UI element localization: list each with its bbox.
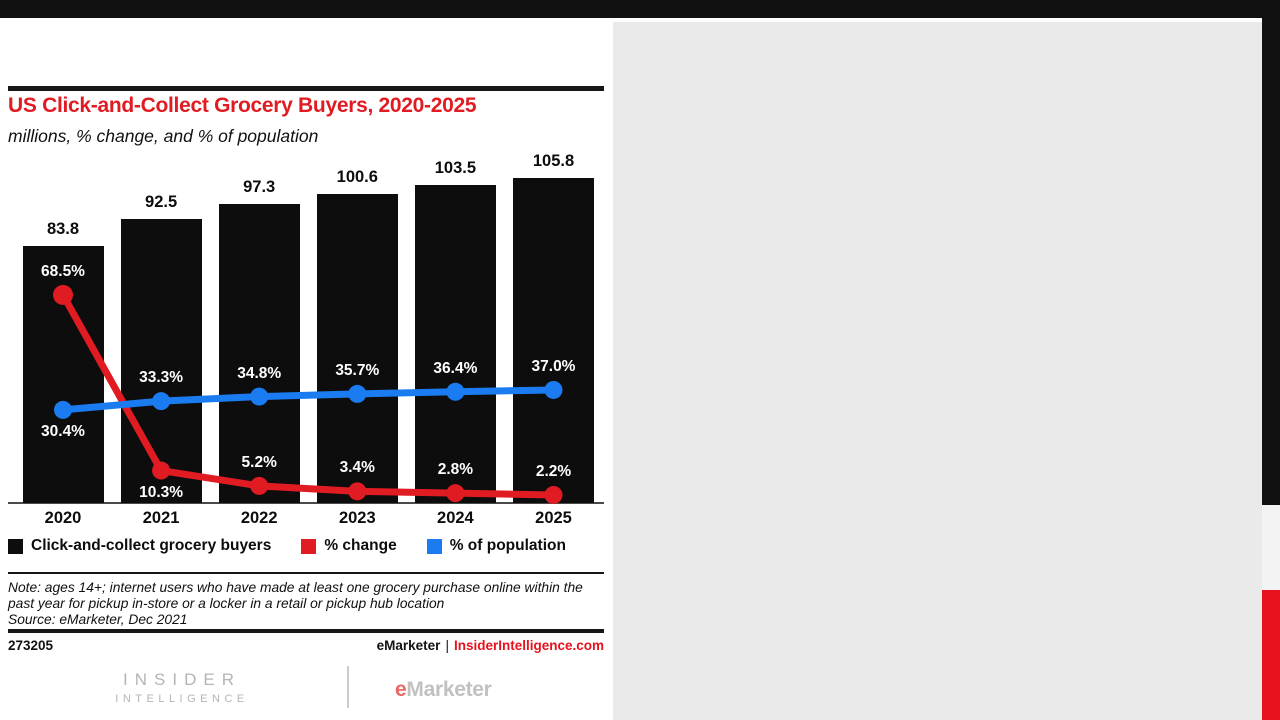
chart-footer bbox=[8, 638, 604, 653]
footer-separator: | bbox=[445, 638, 449, 653]
emarketer-footer-brand: eMarketer bbox=[376, 638, 441, 653]
edge-accent-black bbox=[1262, 0, 1280, 505]
divider bbox=[8, 629, 604, 633]
legend-label: Click-and-collect grocery buyers bbox=[31, 537, 272, 554]
legend-label: % of population bbox=[449, 537, 566, 554]
legend-swatch bbox=[427, 539, 442, 554]
top-black-bar bbox=[0, 0, 1280, 18]
chart-source: Source: eMarketer, Dec 2021 bbox=[8, 612, 188, 627]
chart-id: 273205 bbox=[8, 638, 54, 653]
chart-subtitle: millions, % change, and % of population bbox=[8, 126, 319, 146]
pct-label-68.5%: 68.5% bbox=[41, 262, 85, 280]
emarketer-logo-rest: Marketer bbox=[406, 678, 492, 701]
pct-label-30.4%: 30.4% bbox=[41, 422, 85, 440]
x-axis-label-2022: 2022 bbox=[240, 509, 278, 527]
x-axis-label-2025: 2025 bbox=[535, 509, 572, 527]
emarketer-logo bbox=[395, 678, 492, 702]
pct-label-33.3%: 33.3% bbox=[139, 369, 184, 387]
pct-label-36.4%: 36.4% bbox=[433, 359, 478, 377]
divider bbox=[8, 86, 604, 91]
pct-label-34.8%: 34.8% bbox=[237, 364, 282, 382]
bar-2024 bbox=[415, 185, 496, 503]
bar-2023 bbox=[317, 194, 398, 503]
pct-label-10.3%: 10.3% bbox=[139, 483, 184, 501]
legend-item bbox=[8, 537, 271, 555]
bar-2025 bbox=[513, 178, 594, 503]
emarketer-logo-e: e bbox=[395, 678, 407, 701]
chart-note: Note: ages 14+; internet users who have made at least one grocery purchase online within the past year for pickup in-store or a locker in a retail or pickup hub location bbox=[8, 580, 583, 611]
pct-label-37.0%: 37.0% bbox=[531, 357, 576, 375]
bar-value-label: 103.5 bbox=[434, 159, 477, 178]
bar-value-label: 100.6 bbox=[336, 168, 378, 187]
legend-item bbox=[301, 537, 396, 555]
logo-divider bbox=[347, 666, 349, 708]
bar-2021 bbox=[121, 219, 202, 503]
x-axis-label-2023: 2023 bbox=[338, 509, 376, 527]
x-axis-label-2024: 2024 bbox=[437, 509, 474, 527]
chart-title: US Click-and-Collect Grocery Buyers, 2020-2025 bbox=[8, 94, 477, 117]
pct-label-2.2%: 2.2% bbox=[535, 462, 572, 480]
edge-accent-light bbox=[1262, 505, 1280, 590]
legend-label: % change bbox=[324, 537, 397, 554]
content-panel bbox=[613, 22, 1262, 720]
insiderintelligence-link[interactable]: InsiderIntelligence.com bbox=[453, 638, 604, 653]
bar-value-label: 92.5 bbox=[145, 193, 178, 212]
pct-label-3.4%: 3.4% bbox=[339, 459, 375, 477]
pct-label-35.7%: 35.7% bbox=[335, 361, 380, 379]
x-axis-label-2021: 2021 bbox=[142, 509, 180, 527]
pct-label-2.8%: 2.8% bbox=[437, 461, 474, 479]
pct-label-5.2%: 5.2% bbox=[241, 453, 277, 471]
insider-logo-line1: INSIDER bbox=[123, 670, 241, 689]
divider bbox=[8, 572, 604, 574]
edge-accent-red bbox=[1262, 590, 1280, 720]
bar-value-label: 105.8 bbox=[532, 152, 575, 171]
legend-swatch bbox=[8, 539, 23, 554]
chart-panel bbox=[0, 0, 612, 720]
insider-logo-line2: INTELLIGENCE bbox=[115, 693, 249, 705]
x-axis-label-2020: 2020 bbox=[44, 509, 82, 527]
legend-item bbox=[427, 537, 566, 555]
legend-swatch bbox=[301, 539, 316, 554]
chart-legend bbox=[8, 537, 604, 555]
bar-value-label: 97.3 bbox=[243, 178, 276, 197]
insider-intelligence-logo bbox=[52, 670, 312, 705]
bar-value-label: 83.8 bbox=[46, 219, 80, 238]
bar-2020 bbox=[23, 246, 104, 503]
